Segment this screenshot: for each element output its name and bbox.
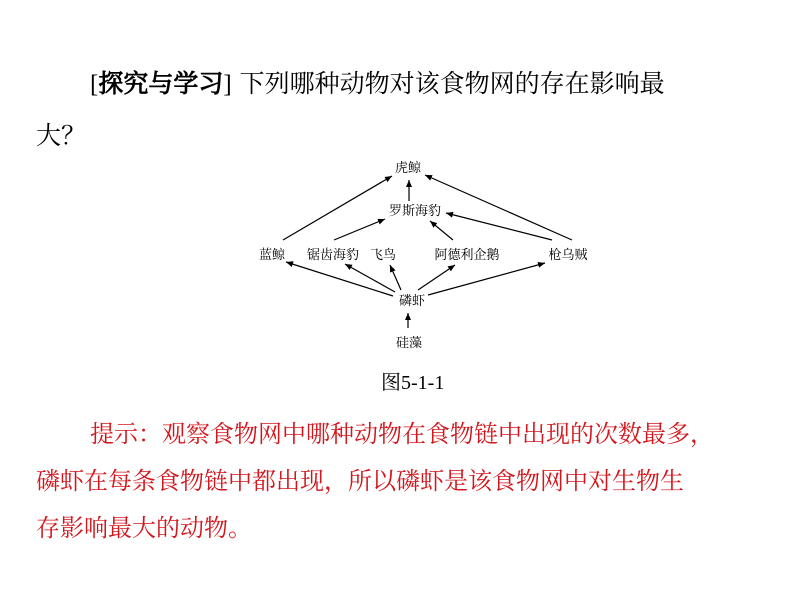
arrow-crabeater-seal-ross-seal [334, 219, 385, 240]
question-text: 下列哪种动物对该食物网的存在影响最 [239, 69, 665, 98]
node-orca: 虎鲸 [394, 161, 422, 176]
arrow-krill-adelie-penguin [418, 265, 455, 290]
hint-line-1: 提示：观察食物网中哪种动物在食物链中出现的次数最多， [90, 420, 714, 448]
node-flying-bird: 飞鸟 [369, 248, 397, 263]
figure-caption: 图5-1-1 [381, 372, 445, 394]
node-crabeater-seal: 锯齿海豹 [306, 248, 360, 263]
node-ross-seal: 罗斯海豹 [388, 204, 442, 219]
arrow-adelie-penguin-ross-seal [430, 221, 453, 240]
node-blue-whale: 蓝鲸 [258, 248, 286, 263]
node-adelie-penguin: 阿德利企鹅 [434, 248, 500, 263]
hint-line-3: 存影响最大的动物。 [36, 514, 252, 542]
node-krill: 磷虾 [398, 294, 426, 309]
node-diatom: 硅藻 [395, 336, 423, 351]
arrow-krill-flying-bird [390, 265, 401, 290]
arrow-krill-blue-whale [286, 262, 393, 296]
question-tag: 探究与学习 [98, 69, 224, 98]
hint-line-2: 磷虾在每条食物链中都出现，所以磷虾是该食物网中对生物生 [36, 467, 684, 495]
arrow-krill-squid [428, 263, 545, 295]
arrow-squid-orca [425, 175, 572, 240]
arrow-blue-whale-orca [283, 176, 392, 240]
tag-open-bracket: [ [90, 71, 99, 98]
tag-close-bracket: ] [223, 71, 232, 98]
arrow-krill-crabeater-seal [345, 264, 395, 292]
arrow-squid-ross-seal [446, 213, 552, 240]
question-line-2: 大？ [36, 121, 87, 150]
node-squid: 枪乌贼 [548, 248, 588, 263]
